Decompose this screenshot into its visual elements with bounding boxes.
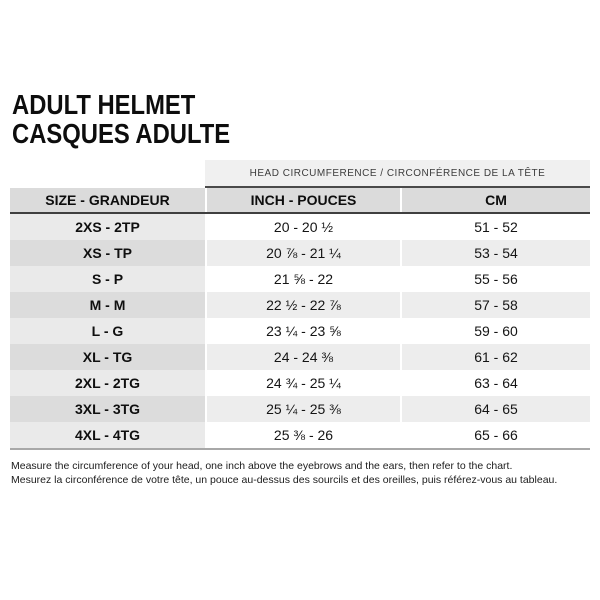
measurement-instructions: [11, 459, 557, 487]
page-title-line-fr: CASQUES ADULTE: [12, 118, 231, 149]
inch-cell: 22 ½ - 22 ⅞: [205, 292, 400, 318]
table-row: [10, 422, 590, 448]
table-row: [10, 240, 590, 266]
inch-cell: 24 ¾ - 25 ¼: [205, 370, 400, 396]
inch-cell: 25 ¼ - 25 ⅜: [205, 396, 400, 422]
size-cell: M - M: [10, 292, 205, 318]
head-circumference-span-header: HEAD CIRCUMFERENCE / CIRCONFÉRENCE DE LA TÊTE: [205, 160, 590, 188]
table-bottom-rule: [10, 448, 590, 450]
table-row: [10, 318, 590, 344]
table-row: [10, 370, 590, 396]
cm-cell: 55 - 56: [400, 266, 590, 292]
inch-cell: 20 - 20 ½: [205, 214, 400, 240]
cm-cell: 61 - 62: [400, 344, 590, 370]
cm-cell: 64 - 65: [400, 396, 590, 422]
size-cell: 3XL - 3TG: [10, 396, 205, 422]
cm-cell: 51 - 52: [400, 214, 590, 240]
column-header-inch: INCH - POUCES: [205, 188, 400, 212]
column-header-size: SIZE - GRANDEUR: [10, 188, 205, 212]
page-title-line-en: ADULT HELMET: [12, 89, 196, 120]
inch-cell: 25 ⅜ - 26: [205, 422, 400, 448]
cm-cell: 57 - 58: [400, 292, 590, 318]
cm-cell: 53 - 54: [400, 240, 590, 266]
table-row: [10, 292, 590, 318]
column-header-row: [10, 188, 590, 214]
table-row: [10, 396, 590, 422]
cm-cell: 63 - 64: [400, 370, 590, 396]
size-cell: L - G: [10, 318, 205, 344]
size-cell: XS - TP: [10, 240, 205, 266]
inch-cell: 23 ¼ - 23 ⅝: [205, 318, 400, 344]
cm-cell: 65 - 66: [400, 422, 590, 448]
cm-cell: 59 - 60: [400, 318, 590, 344]
size-cell: 2XS - 2TP: [10, 214, 205, 240]
inch-cell: 20 ⅞ - 21 ¼: [205, 240, 400, 266]
table-row: [10, 344, 590, 370]
measurement-instruction-fr: Mesurez la circonférence de votre tête, un pouce au-dessus des sourcils et des oreilles, puis référez-vous au tableau.: [11, 474, 558, 486]
inch-cell: 21 ⅝ - 22: [205, 266, 400, 292]
size-cell: XL - TG: [10, 344, 205, 370]
table-row: [10, 266, 590, 292]
measurement-instruction-en: Measure the circumference of your head, one inch above the eyebrows and the ears, then refer to the chart.: [11, 460, 513, 472]
page-title: [12, 90, 230, 148]
size-chart-table: [10, 160, 590, 450]
column-header-cm: CM: [400, 188, 590, 212]
size-cell: 4XL - 4TG: [10, 422, 205, 448]
size-cell: S - P: [10, 266, 205, 292]
table-row: [10, 214, 590, 240]
size-cell: 2XL - 2TG: [10, 370, 205, 396]
inch-cell: 24 - 24 ⅜: [205, 344, 400, 370]
